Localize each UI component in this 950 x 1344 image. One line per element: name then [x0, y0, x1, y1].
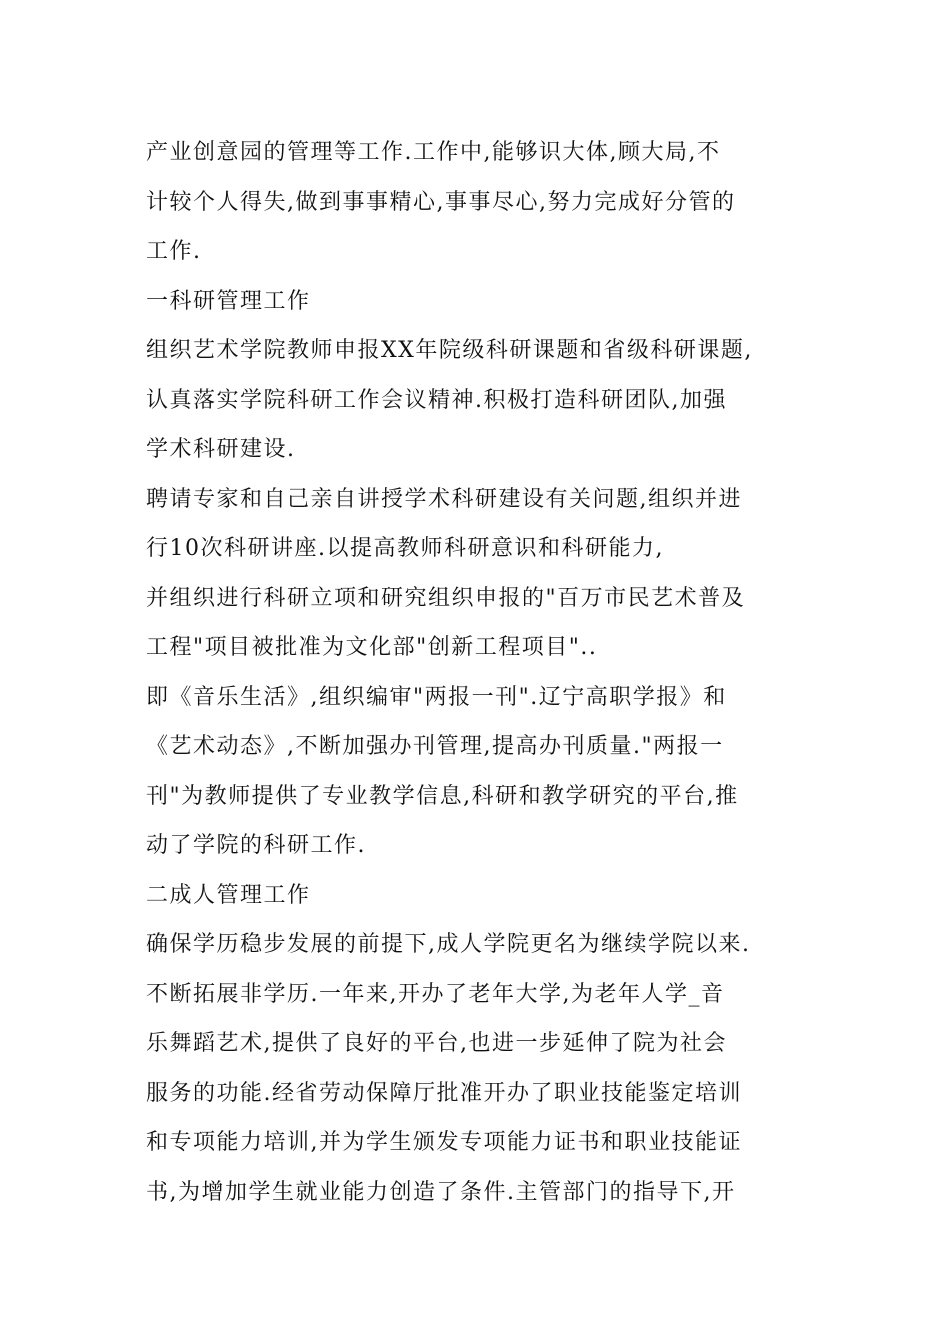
text-line: 并组织进行科研立项和研究组织申报的"百万市民艺术普及 [146, 585, 746, 611]
text-line: 认真落实学院科研工作会议精神.积极打造科研团队,加强 [146, 387, 727, 413]
text-line: 服务的功能.经省劳动保障厅批准开办了职业技能鉴定培训 [146, 1080, 742, 1106]
text-line: 确保学历稳步发展的前提下,成人学院更名为继续学院以来. [146, 932, 751, 957]
document-body [146, 128, 816, 1217]
text-line: 乐舞蹈艺术,提供了良好的平台,也进一步延伸了院为社会 [146, 1031, 727, 1056]
text-line: 计较个人得失,做到事事精心,事事尽心,努力完成好分管的 [146, 189, 736, 215]
text-line: 聘请专家和自己亲自讲授学术科研建设有关问题,组织并进 [146, 486, 742, 512]
section-heading: 二成人管理工作 [146, 882, 311, 908]
text-line: 行10次科研讲座.以提高教师科研意识和科研能力, [146, 536, 664, 561]
text-line: 刊"为教师提供了专业教学信息,科研和教学研究的平台,推 [146, 783, 739, 809]
text-line: 《艺术动态》,不断加强办刊管理,提高办刊质量."两报一 [146, 734, 724, 759]
text-line: 工程"项目被批准为文化部"创新工程项目".. [146, 635, 598, 660]
section-heading: 一科研管理工作 [146, 288, 311, 314]
text-line: 产业创意园的管理等工作.工作中,能够识大体,顾大局,不 [146, 140, 721, 165]
text-line: 动了学院的科研工作. [146, 833, 366, 858]
text-line: 组织艺术学院教师申报XX年院级科研课题和省级科研课题, [146, 338, 753, 363]
text-line: 学术科研建设. [146, 437, 296, 462]
text-line: 和专项能力培训,并为学生颁发专项能力证书和职业技能证 [146, 1130, 742, 1155]
text-line: 工作. [146, 239, 202, 264]
text-line: 不断拓展非学历.一年来,开办了老年大学,为老年人学_音 [146, 981, 725, 1007]
text-line: 即《音乐生活》,组织编审"两报一刊".辽宁高职学报》和 [146, 684, 727, 710]
text-line: 书,为增加学生就业能力创造了条件.主管部门的指导下,开 [146, 1179, 736, 1205]
